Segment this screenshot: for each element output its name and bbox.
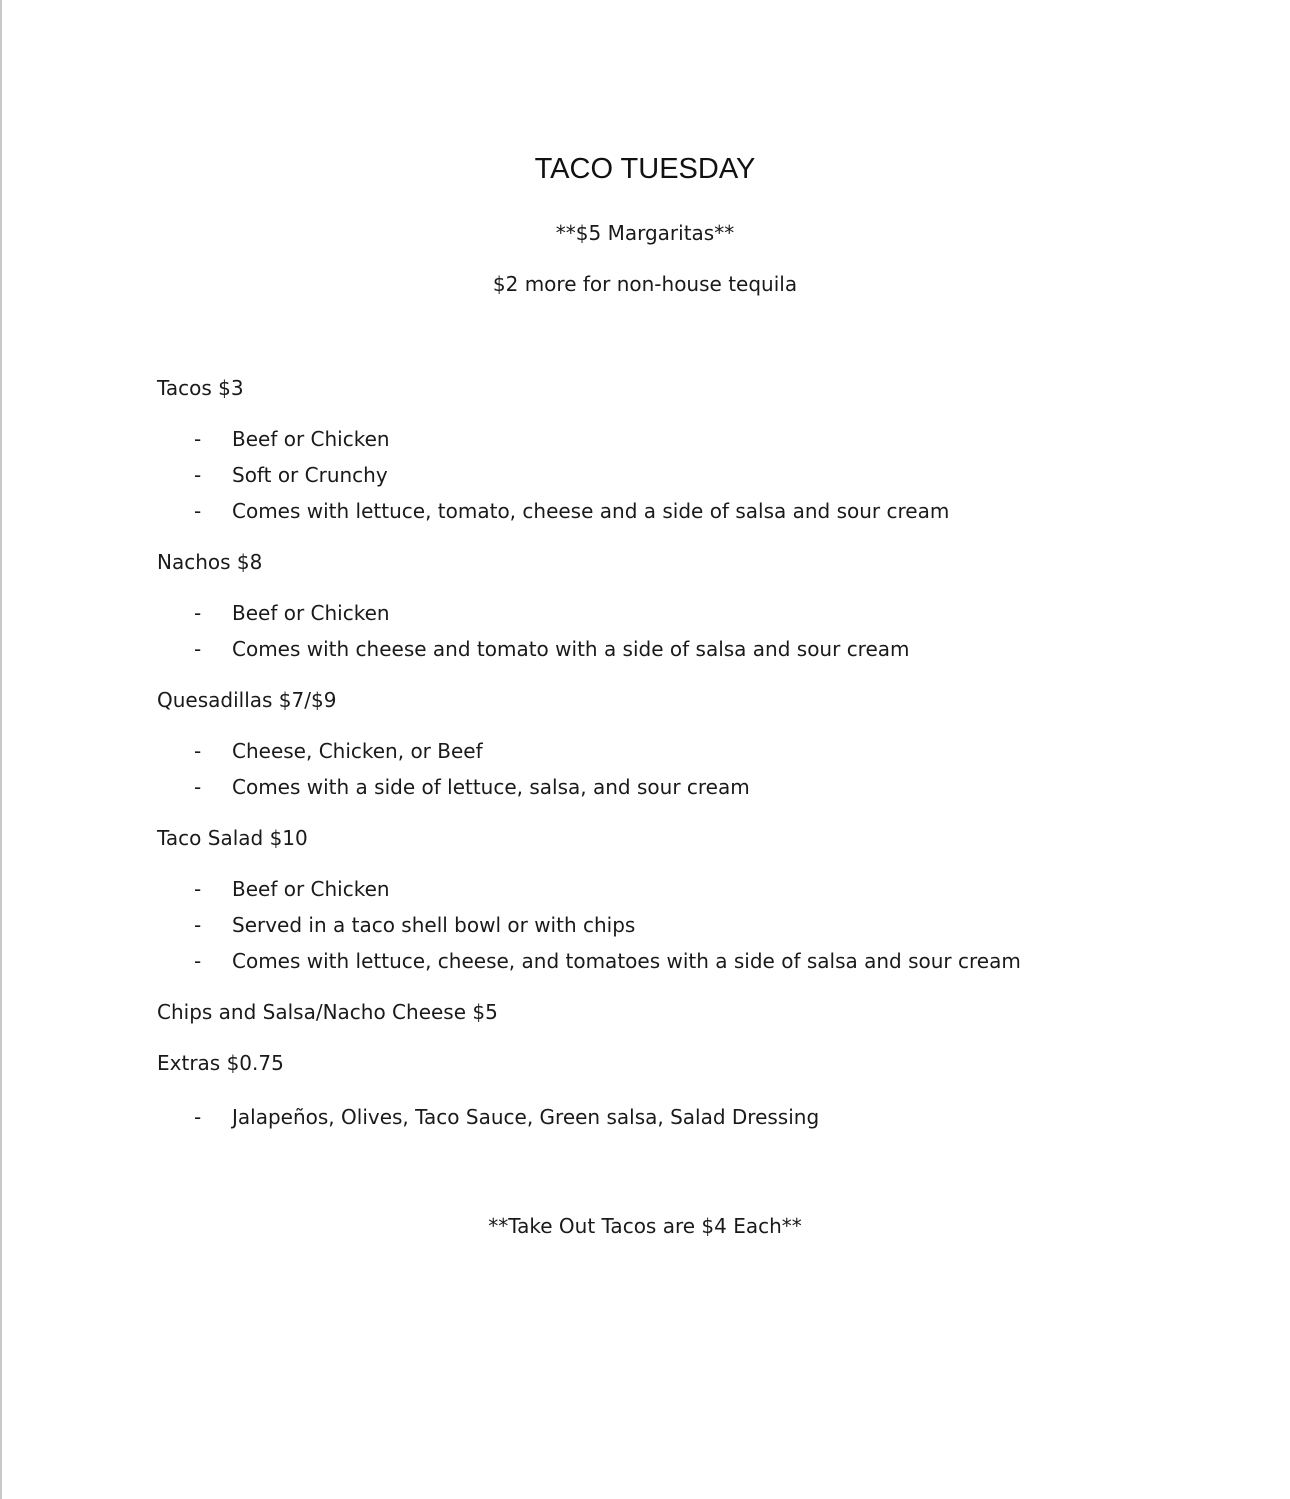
list-item-text: Beef or Chicken (232, 601, 390, 625)
bullet-dash: - (194, 463, 202, 487)
section-heading: Taco Salad $10 (157, 826, 308, 850)
bullet-dash: - (194, 601, 202, 625)
list-item (157, 636, 1157, 662)
menu-section-taco-salad (157, 825, 1157, 974)
page-title: TACO TUESDAY (534, 153, 756, 185)
list-item (157, 462, 1157, 488)
item-list (157, 738, 1157, 800)
item-list (157, 876, 1157, 974)
tequila-note: $2 more for non-house tequila (492, 272, 798, 296)
section-heading: Chips and Salsa/Nacho Cheese $5 (157, 1000, 498, 1024)
menu-section-nachos (157, 549, 1157, 662)
item-list (157, 600, 1157, 662)
bullet-dash: - (194, 949, 202, 973)
bullet-dash: - (194, 1105, 202, 1129)
item-list (157, 426, 1157, 524)
margarita-special: **$5 Margaritas** (555, 221, 735, 245)
bullet-dash: - (194, 775, 202, 799)
list-item (157, 600, 1157, 626)
bullet-dash: - (194, 637, 202, 661)
takeout-note: **Take Out Tacos are $4 Each** (488, 1214, 802, 1238)
list-item (157, 876, 1157, 902)
section-heading: Tacos $3 (157, 376, 244, 400)
list-item-text: Comes with cheese and tomato with a side of salsa and sour cream (232, 637, 910, 661)
section-heading: Quesadillas $7/$9 (157, 688, 337, 712)
list-item (157, 948, 1157, 974)
list-item-text: Comes with lettuce, tomato, cheese and a side of salsa and sour cream (232, 499, 950, 523)
list-item-text: Beef or Chicken (232, 427, 390, 451)
list-item (157, 774, 1157, 800)
bullet-dash: - (194, 739, 202, 763)
list-item-text: Soft or Crunchy (232, 463, 388, 487)
list-item-text: Beef or Chicken (232, 877, 390, 901)
list-item-text: Comes with a side of lettuce, salsa, and sour cream (232, 775, 750, 799)
list-item (157, 738, 1157, 764)
bullet-dash: - (194, 913, 202, 937)
list-item (157, 1104, 1157, 1130)
bullet-dash: - (194, 499, 202, 523)
item-list (157, 1104, 1157, 1130)
list-item (157, 912, 1157, 938)
list-item (157, 498, 1157, 524)
menu-section-tacos (157, 375, 1157, 524)
menu-list (157, 375, 1157, 1130)
list-item-text: Cheese, Chicken, or Beef (232, 739, 483, 763)
list-item-text: Comes with lettuce, cheese, and tomatoes with a side of salsa and sour cream (232, 949, 1021, 973)
section-heading: Nachos $8 (157, 550, 263, 574)
section-heading: Extras $0.75 (157, 1051, 284, 1075)
list-item-text: Jalapeños, Olives, Taco Sauce, Green salsa, Salad Dressing (232, 1105, 820, 1129)
bullet-dash: - (194, 877, 202, 901)
list-item-text: Served in a taco shell bowl or with chips (232, 913, 636, 937)
menu-section-extras (157, 1050, 1157, 1130)
menu-section-chips (157, 999, 1157, 1025)
bullet-dash: - (194, 427, 202, 451)
menu-section-quesadillas (157, 687, 1157, 800)
list-item (157, 426, 1157, 452)
